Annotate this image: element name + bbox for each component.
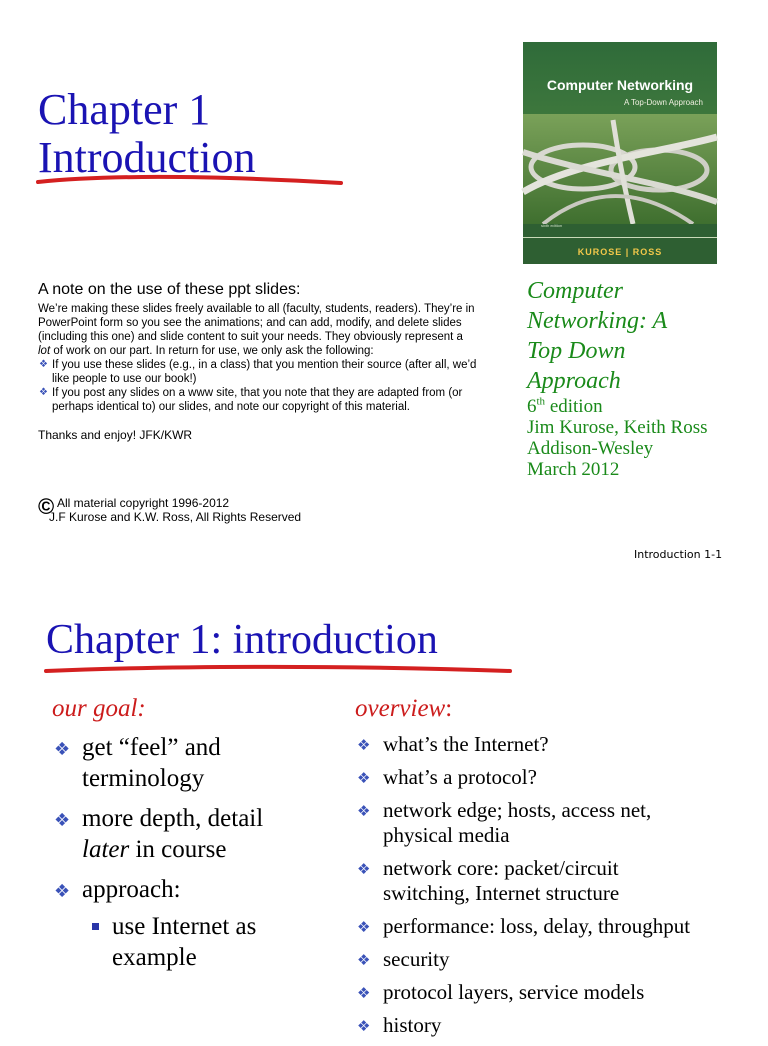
book-info-title-line: Top Down xyxy=(527,338,626,364)
slide-2 xyxy=(0,590,768,1037)
book-info xyxy=(527,276,708,480)
slide-number: Introduction 1-1 xyxy=(634,548,723,561)
goals-column xyxy=(52,694,322,982)
usage-note-heading: A note on the use of these ppt slides: xyxy=(38,281,301,298)
edition-superscript: th xyxy=(536,395,546,408)
book-info-edition xyxy=(527,396,708,417)
approach-sublist xyxy=(82,911,322,973)
overview-heading xyxy=(355,694,765,724)
list-item xyxy=(82,911,322,973)
usage-note xyxy=(38,280,478,442)
overview-text: performance: loss, delay, throughput xyxy=(383,914,691,938)
title-line-1: Chapter 1 xyxy=(38,85,211,134)
overview-text: what’s the Internet? xyxy=(383,732,549,756)
list-item xyxy=(52,732,322,794)
title-underline xyxy=(36,172,346,190)
title-underline xyxy=(44,662,514,678)
book-info-publisher: Addison-Wesley xyxy=(527,438,654,459)
diamond-bullet-icon: ❖ xyxy=(357,984,371,1002)
goal-text: approach: xyxy=(82,876,181,903)
usage-note-body xyxy=(38,302,478,358)
list-item xyxy=(355,980,765,1005)
list-item xyxy=(355,947,765,972)
diamond-bullet-icon: ❖ xyxy=(39,359,48,370)
book-cover-edition: sixth edition xyxy=(541,223,563,228)
copyright-line-2: J.F Kurose and K.W. Ross, All Rights Reserved xyxy=(49,510,302,524)
book-info-title-line: Computer xyxy=(527,278,623,304)
book-cover-subtitle: A Top-Down Approach xyxy=(623,98,703,107)
goal-text-rest: in course xyxy=(129,836,227,863)
overview-heading-text: overview xyxy=(355,695,446,722)
diamond-bullet-icon: ❖ xyxy=(54,810,71,831)
book-info-title-line: Approach xyxy=(527,368,621,394)
goals-heading: our goal: xyxy=(52,695,146,722)
overview-text: what’s a protocol? xyxy=(383,765,537,789)
diamond-bullet-icon: ❖ xyxy=(54,739,71,760)
sub-item-text: example xyxy=(112,944,197,971)
list-item xyxy=(355,1013,765,1038)
overview-column xyxy=(355,694,765,1046)
overview-text: physical media xyxy=(383,823,510,847)
square-bullet-icon xyxy=(92,923,99,930)
list-item xyxy=(355,732,765,757)
sub-item-text: use Internet as xyxy=(112,913,257,940)
overview-text: network edge; hosts, access net, xyxy=(383,798,652,822)
list-item xyxy=(355,765,765,790)
book-cover-authors: KUROSE | ROSS xyxy=(577,247,663,257)
list-item xyxy=(355,856,765,906)
diamond-bullet-icon: ❖ xyxy=(357,769,371,787)
diamond-bullet-icon: ❖ xyxy=(39,387,48,398)
diamond-bullet-icon: ❖ xyxy=(357,951,371,969)
usage-note-thanks: Thanks and enjoy! JFK/KWR xyxy=(38,428,193,442)
note-body-text: of work on our part. In return for use, we only ask the following: xyxy=(50,345,374,357)
overview-text: history xyxy=(383,1013,442,1037)
book-cover-title: Computer Networking xyxy=(546,77,694,93)
book-cover-image xyxy=(523,42,717,264)
list-item xyxy=(38,358,478,386)
book-info-title xyxy=(527,276,708,396)
note-bullet-text: If you use these slides (e.g., in a class) that you mention their source (after all, we’d like people to use our book!) xyxy=(52,359,477,385)
note-body-text: We’re making these slides freely available to all (faculty, students, readers). They’re in PowerPoint form so you see the animations; and can add, modify, and delete slides (including this one) and slide content to suit your needs. They obviously represent a xyxy=(38,303,475,343)
list-item xyxy=(52,874,322,973)
note-body-emphasis: lot xyxy=(38,345,51,357)
diamond-bullet-icon: ❖ xyxy=(357,1017,371,1035)
overview-text: network core: packet/circuit xyxy=(383,856,619,880)
copyright-icon: © xyxy=(38,494,55,519)
diamond-bullet-icon: ❖ xyxy=(54,881,71,902)
highway-interchange-illustration xyxy=(523,42,717,264)
book-info-date: March 2012 xyxy=(527,459,620,480)
note-bullet-text: If you post any slides on a www site, that you note that they are adapted from (or perhaps identical to) our slides, and note our copyright of this material. xyxy=(52,387,463,413)
diamond-bullet-icon: ❖ xyxy=(357,918,371,936)
copyright-notice xyxy=(38,496,301,524)
slide-2-title: Chapter 1: introduction xyxy=(46,617,438,663)
diamond-bullet-icon: ❖ xyxy=(357,860,371,878)
goal-emphasis: later xyxy=(82,836,130,863)
overview-heading-colon: : xyxy=(445,695,453,722)
diamond-bullet-icon: ❖ xyxy=(357,736,371,754)
overview-text: protocol layers, service models xyxy=(383,980,645,1004)
overview-list xyxy=(355,732,765,1038)
edition-number: 6 xyxy=(527,396,537,417)
slide-1-title xyxy=(38,86,256,182)
book-info-title-line: Networking: A xyxy=(527,308,668,334)
overview-text: security xyxy=(383,947,450,971)
list-item xyxy=(355,914,765,939)
diamond-bullet-icon: ❖ xyxy=(357,802,371,820)
goal-text xyxy=(82,834,322,865)
edition-word: edition xyxy=(545,396,603,417)
list-item xyxy=(355,798,765,848)
goal-text: more depth, detail xyxy=(82,805,264,832)
list-item xyxy=(38,386,478,414)
list-item xyxy=(52,803,322,865)
title-line-2: Introduction xyxy=(38,133,256,182)
book-info-authors: Jim Kurose, Keith Ross xyxy=(527,417,708,438)
copyright-line-1: All material copyright 1996-2012 xyxy=(57,496,230,510)
goal-text: terminology xyxy=(82,765,205,792)
goal-text: get “feel” and xyxy=(82,734,221,761)
overview-text: switching, Internet structure xyxy=(383,881,620,905)
usage-note-bullets xyxy=(38,358,478,414)
goals-list xyxy=(52,732,322,973)
